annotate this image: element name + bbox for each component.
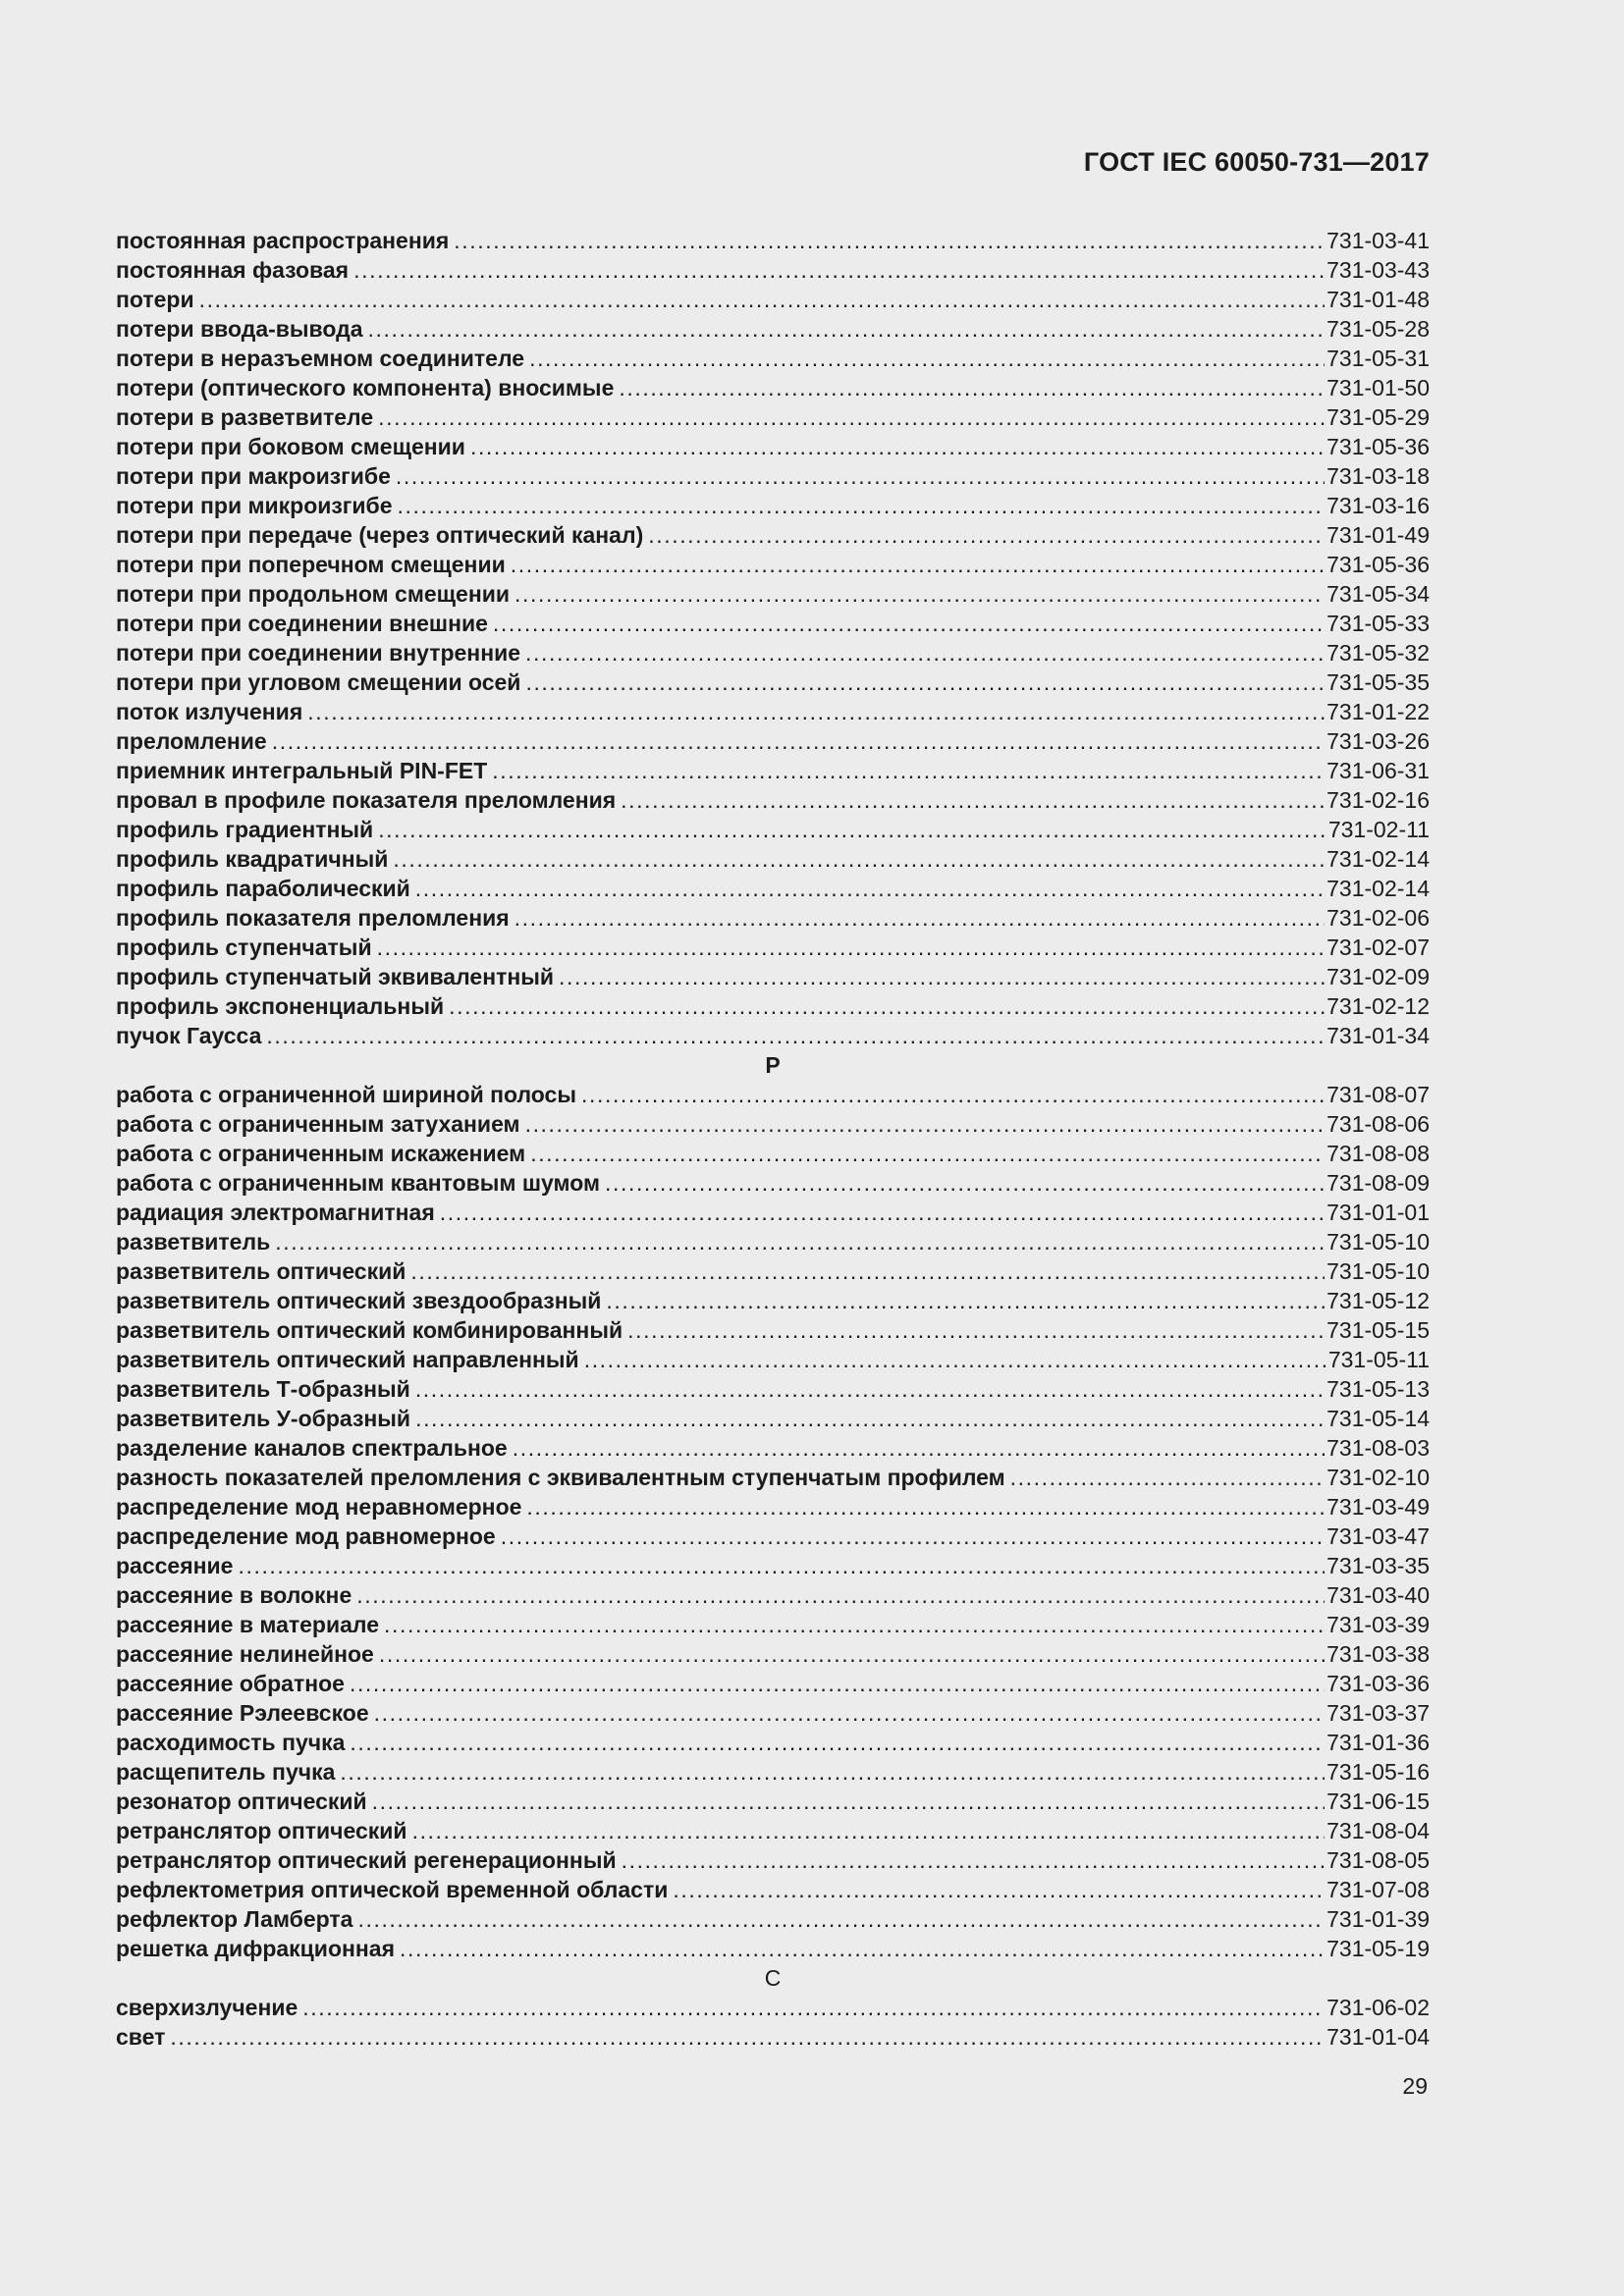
term-code: 731-02-14 — [1326, 846, 1430, 872]
term-code: 731-08-07 — [1326, 1082, 1430, 1107]
dot-leader — [384, 1610, 1325, 1639]
index-term: профиль ступенчатый — [116, 934, 372, 960]
term-code: 731-02-10 — [1326, 1465, 1430, 1490]
term-code: 731-03-38 — [1326, 1641, 1430, 1667]
term-code: 731-02-12 — [1326, 993, 1430, 1019]
term-code: 731-05-19 — [1326, 1936, 1430, 1961]
index-entry — [116, 1404, 1430, 1433]
index-term: разветвитель — [116, 1229, 271, 1255]
term-code: 731-06-31 — [1326, 758, 1430, 783]
dot-leader — [470, 432, 1325, 461]
index-term: потери при макроизгибе — [116, 463, 391, 489]
dot-leader — [412, 1816, 1326, 1845]
dot-leader — [492, 756, 1325, 785]
dot-leader — [368, 314, 1326, 344]
dot-leader — [350, 1728, 1325, 1757]
document-header: ГОСТ IEC 60050-731—2017 — [1083, 147, 1430, 177]
index-term: потери в неразъемном соединителе — [116, 346, 525, 371]
index-entry — [116, 1934, 1430, 1963]
dot-leader — [514, 579, 1325, 609]
index-entry — [116, 1374, 1430, 1404]
term-code: 731-02-09 — [1326, 964, 1430, 989]
index-entry — [116, 226, 1430, 255]
index-entry — [116, 815, 1430, 844]
term-code: 731-01-01 — [1326, 1200, 1430, 1225]
term-code: 731-05-15 — [1326, 1317, 1430, 1343]
index-term: пучок Гаусса — [116, 1023, 262, 1048]
dot-leader — [493, 609, 1325, 638]
index-entry — [116, 1286, 1430, 1315]
dot-leader — [525, 1109, 1326, 1139]
index-entry — [116, 1875, 1430, 1904]
index-term: профиль экспоненциальный — [116, 993, 445, 1019]
term-code: 731-02-11 — [1327, 817, 1430, 842]
letter-heading-r: Р — [765, 1052, 781, 1078]
term-code: 731-01-50 — [1326, 375, 1430, 400]
dot-leader — [350, 1669, 1325, 1698]
index-entry — [116, 1315, 1430, 1345]
term-code: 731-01-49 — [1326, 522, 1430, 548]
dot-leader — [378, 815, 1326, 844]
term-code: 731-03-41 — [1326, 228, 1430, 253]
index-entry — [116, 962, 1430, 991]
index-term: потери при продольном смещении — [116, 581, 510, 607]
index-term: профиль квадратичный — [116, 846, 389, 872]
index-term: рассеяние нелинейное — [116, 1641, 374, 1667]
dot-leader — [621, 785, 1325, 815]
term-code: 731-05-34 — [1326, 581, 1430, 607]
dot-leader — [513, 1433, 1325, 1463]
index-entry — [116, 550, 1430, 579]
dot-leader — [648, 520, 1325, 550]
dot-leader — [415, 1374, 1325, 1404]
index-term: разветвитель оптический направленный — [116, 1347, 579, 1372]
term-code: 731-08-09 — [1326, 1170, 1430, 1196]
term-code: 731-05-16 — [1326, 1759, 1430, 1785]
index-term: потери в разветвителе — [116, 404, 374, 430]
index-entry — [116, 1787, 1430, 1816]
index-entry — [116, 1021, 1430, 1050]
index-entry — [116, 1080, 1430, 1109]
dot-leader — [581, 1080, 1325, 1109]
index-entry — [116, 1669, 1430, 1698]
dot-leader — [307, 697, 1325, 726]
dot-leader — [622, 1845, 1326, 1875]
index-entry — [116, 491, 1430, 520]
index-term: рассеяние — [116, 1553, 234, 1578]
dot-leader — [584, 1345, 1326, 1374]
index-section-p — [116, 226, 1430, 1050]
index-term: потери при соединении внутренние — [116, 640, 521, 666]
term-code: 731-05-36 — [1326, 552, 1430, 577]
term-code: 731-03-39 — [1326, 1612, 1430, 1637]
dot-leader — [514, 903, 1325, 933]
term-code: 731-01-36 — [1326, 1730, 1430, 1755]
index-term: потери при микроизгибе — [116, 493, 393, 518]
index-term: распределение мод равномерное — [116, 1523, 496, 1549]
letter-heading-s: С — [764, 1965, 782, 1991]
index-term: преломление — [116, 728, 267, 754]
index-entry — [116, 756, 1430, 785]
index-term: потери при боковом смещении — [116, 434, 465, 459]
index-entry — [116, 1551, 1430, 1580]
dot-leader — [266, 1021, 1325, 1050]
index-term: ретранслятор оптический регенерационный — [116, 1847, 617, 1873]
index-term: потери ввода-вывода — [116, 316, 363, 342]
index-term: решетка дифракционная — [116, 1936, 395, 1961]
term-code: 731-02-07 — [1326, 934, 1430, 960]
index-term: потери — [116, 287, 194, 312]
dot-leader — [302, 1993, 1325, 2022]
index-term: разность показателей преломления с эквивалентным ступенчатым профилем — [116, 1465, 1005, 1490]
dot-leader — [398, 491, 1326, 520]
dot-leader — [529, 344, 1325, 373]
dot-leader — [1010, 1463, 1325, 1492]
dot-leader — [379, 1639, 1325, 1669]
index-entry — [116, 1139, 1430, 1168]
index-term: рассеяние обратное — [116, 1671, 345, 1696]
dot-leader — [605, 1168, 1325, 1198]
term-code: 731-05-29 — [1326, 404, 1430, 430]
term-code: 731-01-22 — [1326, 699, 1430, 724]
dot-leader — [170, 2022, 1325, 2052]
index-entry — [116, 373, 1430, 402]
index-term: постоянная фазовая — [116, 257, 350, 283]
index-term: потери при угловом смещении осей — [116, 669, 521, 695]
page-number: 29 — [1402, 2073, 1428, 2099]
index-term: расщепитель пучка — [116, 1759, 336, 1785]
term-code: 731-05-28 — [1326, 316, 1430, 342]
index-entry — [116, 638, 1430, 667]
term-code: 731-08-03 — [1326, 1435, 1430, 1461]
term-code: 731-02-16 — [1326, 787, 1430, 813]
index-term: разветвитель оптический комбинированный — [116, 1317, 623, 1343]
term-code: 731-03-40 — [1326, 1582, 1430, 1608]
term-code: 731-03-35 — [1326, 1553, 1430, 1578]
index-entry — [116, 1109, 1430, 1139]
term-code: 731-05-14 — [1326, 1406, 1430, 1431]
index-entry — [116, 1639, 1430, 1669]
dot-leader — [272, 726, 1325, 756]
index-term: разветвитель У-образный — [116, 1406, 411, 1431]
index-list — [116, 226, 1430, 2052]
term-code: 731-05-32 — [1326, 640, 1430, 666]
term-code: 731-05-36 — [1326, 434, 1430, 459]
index-term: потери (оптического компонента) вносимые — [116, 375, 615, 400]
index-term: работа с ограниченной шириной полосы — [116, 1082, 576, 1107]
index-term: свет — [116, 2024, 166, 2050]
index-entry — [116, 697, 1430, 726]
term-code: 731-02-14 — [1326, 876, 1430, 901]
term-code: 731-08-08 — [1326, 1141, 1430, 1166]
index-entry — [116, 314, 1430, 344]
index-entry — [116, 461, 1430, 491]
term-code: 731-01-04 — [1326, 2024, 1430, 2050]
index-entry — [116, 1168, 1430, 1198]
index-entry — [116, 1610, 1430, 1639]
index-term: рефлектометрия оптической временной области — [116, 1877, 669, 1902]
index-entry — [116, 1463, 1430, 1492]
term-code: 731-01-39 — [1326, 1906, 1430, 1932]
index-entry — [116, 1433, 1430, 1463]
dot-leader — [356, 1580, 1325, 1610]
dot-leader — [501, 1522, 1325, 1551]
index-entry — [116, 1345, 1430, 1374]
index-entry — [116, 402, 1430, 432]
dot-leader — [353, 255, 1325, 285]
dot-leader — [525, 667, 1325, 697]
term-code: 731-05-13 — [1326, 1376, 1430, 1402]
term-code: 731-03-26 — [1326, 728, 1430, 754]
index-term: профиль показателя преломления — [116, 905, 510, 931]
index-entry — [116, 1698, 1430, 1728]
index-term: резонатор оптический — [116, 1789, 367, 1814]
term-code: 731-05-31 — [1326, 346, 1430, 371]
index-entry — [116, 991, 1430, 1021]
index-entry — [116, 1227, 1430, 1256]
index-term: сверхизлучение — [116, 1995, 298, 2020]
index-term: разветвитель оптический — [116, 1258, 406, 1284]
index-term: разделение каналов спектральное — [116, 1435, 508, 1461]
dot-leader — [525, 638, 1325, 667]
dot-leader — [449, 991, 1325, 1021]
term-code: 731-08-04 — [1326, 1818, 1430, 1843]
index-entry — [116, 609, 1430, 638]
index-term: разветвитель Т-образный — [116, 1376, 410, 1402]
term-code: 731-02-06 — [1326, 905, 1430, 931]
index-entry — [116, 844, 1430, 874]
term-code: 731-03-37 — [1326, 1700, 1430, 1726]
term-code: 731-05-11 — [1327, 1347, 1430, 1372]
dot-leader — [396, 461, 1325, 491]
index-entry — [116, 1845, 1430, 1875]
dot-leader — [374, 1698, 1326, 1728]
index-entry — [116, 285, 1430, 314]
term-code: 731-08-05 — [1326, 1847, 1430, 1873]
term-code: 731-06-02 — [1326, 1995, 1430, 2020]
dot-leader — [393, 844, 1325, 874]
index-term: ретранслятор оптический — [116, 1818, 407, 1843]
index-entry — [116, 520, 1430, 550]
index-entry — [116, 874, 1430, 903]
index-term: работа с ограниченным искажением — [116, 1141, 526, 1166]
term-code: 731-01-48 — [1326, 287, 1430, 312]
index-term: рассеяние Рэлеевское — [116, 1700, 369, 1726]
dot-leader — [372, 1787, 1325, 1816]
index-entry — [116, 344, 1430, 373]
dot-leader — [530, 1139, 1325, 1168]
index-entry — [116, 1580, 1430, 1610]
index-term: профиль параболический — [116, 876, 410, 901]
index-entry — [116, 785, 1430, 815]
term-code: 731-03-49 — [1326, 1494, 1430, 1520]
index-entry — [116, 1492, 1430, 1522]
index-entry — [116, 1757, 1430, 1787]
index-term: расходимость пучка — [116, 1730, 346, 1755]
term-code: 731-05-33 — [1326, 611, 1430, 636]
index-term: рефлектор Ламберта — [116, 1906, 353, 1932]
dot-leader — [511, 550, 1325, 579]
dot-leader — [440, 1198, 1325, 1227]
term-code: 731-05-10 — [1326, 1229, 1430, 1255]
term-code: 731-06-15 — [1326, 1789, 1430, 1814]
dot-leader — [454, 226, 1325, 255]
term-code: 731-07-08 — [1326, 1877, 1430, 1902]
index-entry — [116, 1522, 1430, 1551]
dot-leader — [673, 1875, 1325, 1904]
dot-leader — [340, 1757, 1325, 1787]
term-code: 731-03-43 — [1326, 257, 1430, 283]
index-entry — [116, 432, 1430, 461]
index-term: рассеяние в волокне — [116, 1582, 352, 1608]
dot-leader — [627, 1315, 1325, 1345]
index-entry — [116, 2022, 1430, 2052]
index-term: потери при передаче (через оптический канал) — [116, 522, 644, 548]
index-entry — [116, 1816, 1430, 1845]
dot-leader — [619, 373, 1325, 402]
index-term: потери при поперечном смещении — [116, 552, 506, 577]
index-term: разветвитель оптический звездообразный — [116, 1288, 602, 1313]
term-code: 731-03-18 — [1326, 463, 1430, 489]
index-entry — [116, 579, 1430, 609]
index-term: работа с ограниченным затуханием — [116, 1111, 520, 1137]
index-term: рассеяние в материале — [116, 1612, 380, 1637]
index-entry — [116, 255, 1430, 285]
term-code: 731-05-10 — [1326, 1258, 1430, 1284]
index-entry — [116, 1904, 1430, 1934]
index-term: приемник интегральный PIN-FET — [116, 758, 488, 783]
index-entry — [116, 726, 1430, 756]
dot-leader — [415, 1404, 1325, 1433]
dot-leader — [410, 1256, 1325, 1286]
dot-leader — [357, 1904, 1325, 1934]
term-code: 731-08-06 — [1326, 1111, 1430, 1137]
index-term: потери при соединении внешние — [116, 611, 488, 636]
index-term: профиль ступенчатый эквивалентный — [116, 964, 555, 989]
index-term: профиль градиентный — [116, 817, 374, 842]
index-entry — [116, 1256, 1430, 1286]
index-section-s — [116, 1993, 1430, 2052]
term-code: 731-03-47 — [1326, 1523, 1430, 1549]
dot-leader — [199, 285, 1326, 314]
index-term: поток излучения — [116, 699, 303, 724]
dot-leader — [400, 1934, 1325, 1963]
index-entry — [116, 1198, 1430, 1227]
index-term: радиация электромагнитная — [116, 1200, 435, 1225]
dot-leader — [526, 1492, 1325, 1522]
term-code: 731-03-16 — [1326, 493, 1430, 518]
index-entry — [116, 1728, 1430, 1757]
index-section-r — [116, 1080, 1430, 1963]
term-code: 731-05-35 — [1326, 669, 1430, 695]
dot-leader — [606, 1286, 1325, 1315]
dot-leader — [559, 962, 1325, 991]
dot-leader — [415, 874, 1325, 903]
dot-leader — [377, 933, 1326, 962]
index-term: работа с ограниченным квантовым шумом — [116, 1170, 600, 1196]
index-entry — [116, 1993, 1430, 2022]
index-term: постоянная распространения — [116, 228, 450, 253]
dot-leader — [275, 1227, 1325, 1256]
dot-leader — [378, 402, 1325, 432]
index-term: провал в профиле показателя преломления — [116, 787, 617, 813]
index-entry — [116, 667, 1430, 697]
term-code: 731-03-36 — [1326, 1671, 1430, 1696]
dot-leader — [238, 1551, 1325, 1580]
index-term: распределение мод неравномерное — [116, 1494, 522, 1520]
term-code: 731-01-34 — [1326, 1023, 1430, 1048]
term-code: 731-05-12 — [1326, 1288, 1430, 1313]
index-entry — [116, 933, 1430, 962]
index-entry — [116, 903, 1430, 933]
